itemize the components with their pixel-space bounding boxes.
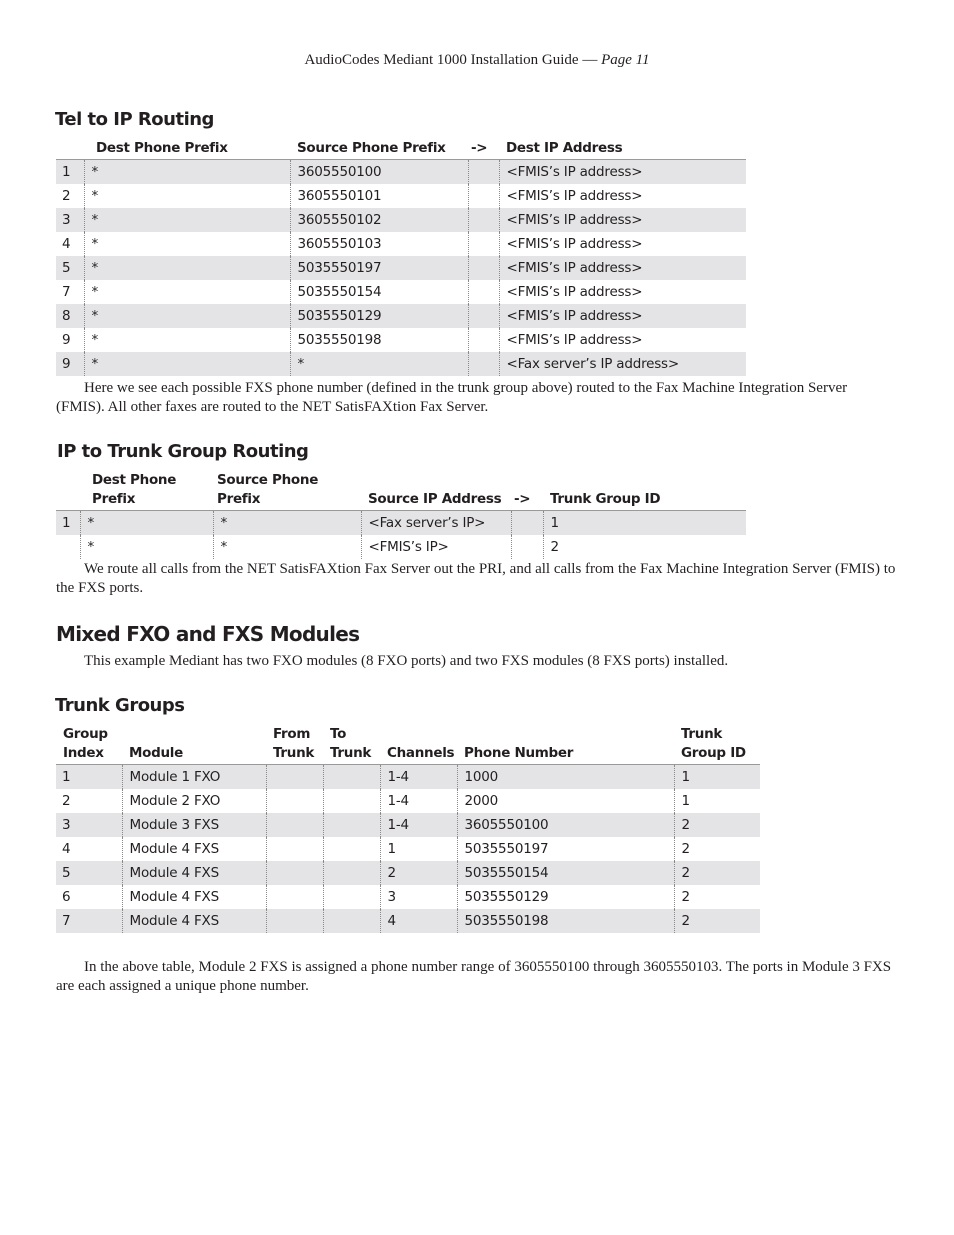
table-header-row bbox=[56, 725, 760, 765]
table-cell: 3 bbox=[380, 885, 457, 909]
table-cell: 5035550154 bbox=[290, 280, 468, 304]
column-header: Trunk Group ID bbox=[543, 471, 746, 511]
table-cell: 3605550101 bbox=[290, 184, 468, 208]
table-cell: * bbox=[84, 280, 290, 304]
column-header: Trunk Group ID bbox=[674, 725, 760, 765]
table-cell bbox=[468, 232, 499, 256]
table-cell: 2 bbox=[674, 813, 760, 837]
table-row bbox=[56, 511, 746, 536]
table-cell: * bbox=[84, 160, 290, 185]
table-cell: 2 bbox=[674, 885, 760, 909]
table-row bbox=[56, 328, 746, 352]
table-row bbox=[56, 304, 746, 328]
table-cell: 1-4 bbox=[380, 789, 457, 813]
page-number: Page 11 bbox=[601, 52, 650, 68]
table-cell: <Fax server’s IP> bbox=[361, 511, 511, 536]
table-cell: <FMIS’s IP address> bbox=[499, 232, 746, 256]
table-cell: 1 bbox=[543, 511, 746, 536]
table-cell: 4 bbox=[380, 909, 457, 933]
table-cell: 1 bbox=[674, 789, 760, 813]
table-cell: 2 bbox=[674, 909, 760, 933]
table-cell: 9 bbox=[62, 332, 71, 348]
mixed-modules-intro: This example Mediant has two FXO modules (8 FXO ports) and two FXS modules (8 FXS ports) installed. bbox=[84, 653, 729, 669]
column-header bbox=[56, 471, 80, 511]
table-cell: <FMIS’s IP address> bbox=[499, 280, 746, 304]
table-cell: * bbox=[213, 535, 361, 559]
table-cell: * bbox=[290, 352, 468, 376]
table-cell: <FMIS’s IP address> bbox=[499, 208, 746, 232]
table-cell: 3605550100 bbox=[457, 813, 674, 837]
column-header: Group Index bbox=[56, 725, 122, 765]
table-row bbox=[56, 160, 746, 185]
table-cell: Module 4 FXS bbox=[122, 909, 266, 933]
table-cell: 3605550103 bbox=[290, 232, 468, 256]
table-cell: 8 bbox=[56, 304, 84, 328]
table-cell bbox=[323, 885, 380, 909]
table-cell bbox=[323, 813, 380, 837]
table-cell bbox=[323, 909, 380, 933]
table-cell bbox=[323, 789, 380, 813]
ip-to-trunk-table bbox=[56, 471, 746, 559]
table-cell bbox=[266, 861, 323, 885]
column-header: Dest IP Address bbox=[499, 139, 746, 160]
table-cell bbox=[266, 765, 323, 790]
table-row bbox=[56, 789, 760, 813]
tel-to-ip-table bbox=[56, 139, 746, 376]
table-cell: 9 bbox=[56, 352, 84, 376]
table-cell: 2000 bbox=[457, 789, 674, 813]
table-row bbox=[56, 861, 760, 885]
table-row bbox=[56, 352, 746, 376]
column-header: To Trunk bbox=[323, 725, 380, 765]
table-cell: 7 bbox=[56, 909, 122, 933]
table-row bbox=[56, 909, 760, 933]
table-cell: 2 bbox=[543, 535, 746, 559]
table-row bbox=[56, 280, 746, 304]
table-row bbox=[56, 535, 746, 559]
table-cell: * bbox=[80, 535, 213, 559]
header-title: AudioCodes Mediant 1000 Installation Guide — bbox=[304, 52, 602, 68]
table-cell: * bbox=[213, 511, 361, 536]
table-cell: 5 bbox=[56, 256, 84, 280]
table-cell: * bbox=[84, 256, 290, 280]
table-cell bbox=[323, 837, 380, 861]
table-cell: <FMIS’s IP address> bbox=[499, 304, 746, 328]
table-cell bbox=[468, 208, 499, 232]
table-cell: 5035550154 bbox=[457, 861, 674, 885]
table-cell: 1 bbox=[56, 765, 122, 790]
table-cell: 5035550197 bbox=[290, 256, 468, 280]
table-cell: 2 bbox=[380, 861, 457, 885]
table-cell: <Fax server’s IP address> bbox=[499, 352, 746, 376]
column-header: Channels bbox=[380, 725, 457, 765]
column-header: Dest Phone Prefix bbox=[84, 139, 290, 160]
table-cell: 4 bbox=[62, 841, 71, 857]
table-row bbox=[56, 837, 760, 861]
table-cell bbox=[511, 535, 543, 559]
table-cell: 1 bbox=[674, 765, 760, 790]
table-cell: 1000 bbox=[457, 765, 674, 790]
table-cell: * bbox=[80, 511, 213, 536]
table-cell bbox=[266, 837, 323, 861]
table-cell: Module 4 FXS bbox=[122, 837, 266, 861]
table-cell: 1 bbox=[380, 837, 457, 861]
ip-to-trunk-title: IP to Trunk Group Routing bbox=[57, 441, 309, 462]
table-row bbox=[56, 256, 746, 280]
table-cell bbox=[266, 909, 323, 933]
table-row bbox=[56, 765, 760, 790]
table-cell: 1-4 bbox=[380, 813, 457, 837]
table-cell: 5035550198 bbox=[457, 909, 674, 933]
ip-to-trunk-note: We route all calls from the NET SatisFAXtion Fax Server out the PRI, and all calls from the Fax Machine Integration Server (FMIS) to the FXS ports. bbox=[56, 561, 896, 596]
table-cell bbox=[511, 511, 543, 536]
table-cell: 6 bbox=[62, 889, 71, 905]
table-cell bbox=[468, 304, 499, 328]
trunk-groups-title: Trunk Groups bbox=[55, 695, 185, 716]
tel-to-ip-title: Tel to IP Routing bbox=[55, 109, 214, 130]
table-cell: 1-4 bbox=[380, 765, 457, 790]
page-header bbox=[0, 52, 954, 69]
column-header bbox=[56, 139, 84, 160]
table-cell: * bbox=[84, 328, 290, 352]
table-cell bbox=[468, 280, 499, 304]
table-cell: <FMIS’s IP address> bbox=[499, 160, 746, 185]
table-cell bbox=[266, 789, 323, 813]
table-cell: * bbox=[84, 352, 290, 376]
table-cell: 1 bbox=[56, 160, 84, 185]
table-cell: 5035550197 bbox=[457, 837, 674, 861]
column-header: Phone Number bbox=[457, 725, 674, 765]
table-cell: 5 bbox=[56, 861, 122, 885]
table-cell: <FMIS’s IP address> bbox=[499, 256, 746, 280]
column-header: Source Phone Prefix bbox=[213, 471, 361, 511]
table-row bbox=[56, 885, 760, 909]
table-row bbox=[56, 813, 760, 837]
table-cell bbox=[323, 765, 380, 790]
table-cell: 5035550198 bbox=[290, 328, 468, 352]
table-cell: * bbox=[84, 184, 290, 208]
table-cell: <FMIS’s IP address> bbox=[499, 184, 746, 208]
table-row bbox=[56, 208, 746, 232]
table-cell bbox=[266, 885, 323, 909]
table-header-row bbox=[56, 471, 746, 511]
table-cell: 7 bbox=[62, 284, 71, 300]
table-cell: Module 4 FXS bbox=[122, 885, 266, 909]
table-cell: * bbox=[84, 304, 290, 328]
table-cell bbox=[56, 535, 80, 559]
table-cell: Module 3 FXS bbox=[122, 813, 266, 837]
table-cell bbox=[468, 328, 499, 352]
table-cell: 2 bbox=[674, 837, 760, 861]
column-header: Source IP Address bbox=[361, 471, 511, 511]
column-header: -> bbox=[511, 471, 543, 511]
table-cell: <FMIS’s IP address> bbox=[499, 328, 746, 352]
column-header: Source Phone Prefix bbox=[290, 139, 468, 160]
table-row bbox=[56, 232, 746, 256]
table-cell: Module 4 FXS bbox=[122, 861, 266, 885]
table-cell bbox=[323, 861, 380, 885]
trunk-groups-table bbox=[56, 725, 760, 933]
table-cell: 2 bbox=[674, 861, 760, 885]
table-cell: 3605550100 bbox=[290, 160, 468, 185]
table-cell: 2 bbox=[62, 188, 71, 204]
table-cell bbox=[468, 160, 499, 185]
table-cell bbox=[468, 352, 499, 376]
table-cell: 2 bbox=[62, 793, 71, 809]
table-cell: * bbox=[84, 232, 290, 256]
mixed-modules-title: Mixed FXO and FXS Modules bbox=[56, 622, 360, 646]
table-cell bbox=[468, 184, 499, 208]
table-cell: 3605550102 bbox=[290, 208, 468, 232]
table-cell: 5035550129 bbox=[457, 885, 674, 909]
column-header: -> bbox=[468, 139, 499, 160]
table-cell: 4 bbox=[62, 236, 71, 252]
table-cell: 1 bbox=[56, 511, 80, 536]
table-cell: * bbox=[84, 208, 290, 232]
table-cell: Module 1 FXO bbox=[122, 765, 266, 790]
trunk-groups-note: In the above table, Module 2 FXS is assigned a phone number range of 3605550100 through 3605550103. The ports in Module 3 FXS are each assigned a unique phone number. bbox=[56, 959, 892, 994]
column-header: From Trunk bbox=[266, 725, 323, 765]
table-cell: <FMIS’s IP> bbox=[361, 535, 511, 559]
table-cell bbox=[468, 256, 499, 280]
table-row bbox=[56, 184, 746, 208]
tel-to-ip-note: Here we see each possible FXS phone number (defined in the trunk group above) routed to the Fax Machine Integration Server (FMIS). All other faxes are routed to the NET SatisFAXtion Fax Server. bbox=[56, 380, 848, 415]
table-cell: 3 bbox=[56, 813, 122, 837]
column-header: Dest Phone Prefix bbox=[80, 471, 213, 511]
table-cell: 5035550129 bbox=[290, 304, 468, 328]
table-header-row bbox=[56, 139, 746, 160]
table-cell bbox=[266, 813, 323, 837]
table-cell: Module 2 FXO bbox=[122, 789, 266, 813]
column-header: Module bbox=[122, 725, 266, 765]
table-cell: 3 bbox=[56, 208, 84, 232]
